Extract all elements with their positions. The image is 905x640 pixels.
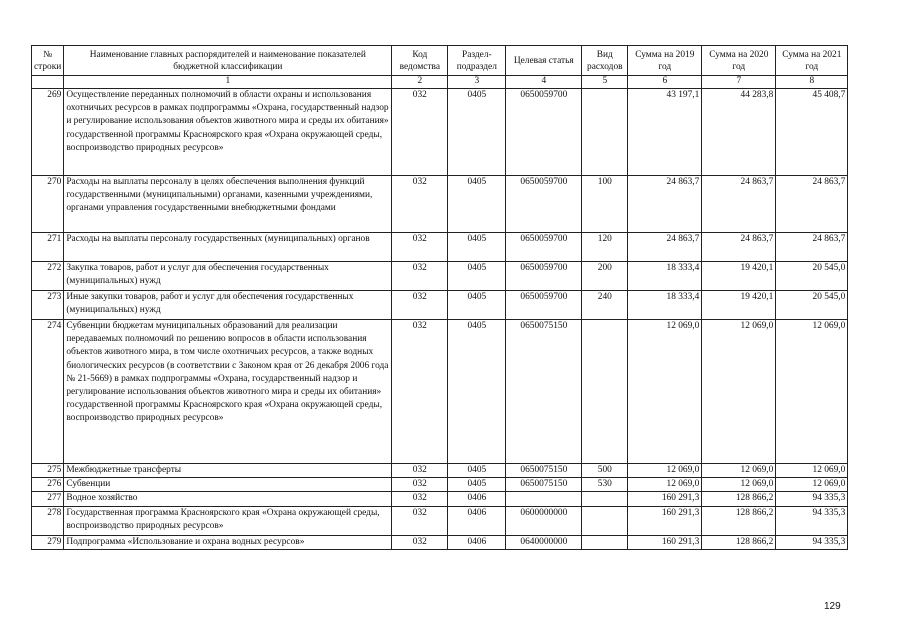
row-kind	[582, 492, 628, 506]
table-row	[32, 89, 848, 176]
header-section: Раздел-подраздел	[448, 46, 506, 76]
row-code: 032	[392, 535, 448, 549]
row-sum-2020: 12 069,0	[702, 320, 776, 464]
row-code: 032	[392, 464, 448, 478]
row-name: Иные закупки товаров, работ и услуг для обеспечения государственных (муниципальных) нужд	[64, 291, 392, 320]
row-name: Осуществление переданных полномочий в области охраны и использования охотничьих ресурсов в рамках подпрограммы «Охрана, государственный надзор и регулирование использования объектов животного мира и среды их обитания» государственной программы Красноярского края «Охрана окружающей среды, воспроизводство природных ресурсов»	[64, 89, 392, 176]
row-name: Государственная программа Красноярского края «Охрана окружающей среды, воспроизводство природных ресурсов»	[64, 506, 392, 535]
row-sum-2021: 45 408,7	[776, 89, 848, 176]
row-code: 032	[392, 492, 448, 506]
row-name: Субвенции бюджетам муниципальных образований для реализации передаваемых полномочий по решению вопросов в области использования объектов животного мира, в том числе охотничьих ресурсов, а также водных биологических ресурсов (в соответствии с Законом края от 26 декабря 2006 года № 21-5669) в рамках подпрограммы «Охрана, государственный надзор и регулирование использования объектов животного мира и среды их обитания» государственной программы Красноярского края «Охрана окружающей среды, воспроизводство природных ресурсов»	[64, 320, 392, 464]
row-number: 275	[32, 464, 64, 478]
row-sum-2019: 12 069,0	[628, 478, 702, 492]
row-number: 273	[32, 291, 64, 320]
row-name: Расходы на выплаты персоналу в целях обеспечения выполнения функций государственными (муниципальными) органами, казенными учреждениями, органами управления государственными внебюджетными фондами	[64, 176, 392, 233]
row-name: Закупка товаров, работ и услуг для обеспечения государственных (муниципальных) нужд	[64, 262, 392, 291]
row-sum-2020: 12 069,0	[702, 464, 776, 478]
row-sum-2021: 24 863,7	[776, 233, 848, 262]
row-section: 0405	[448, 176, 506, 233]
row-sum-2019: 160 291,3	[628, 506, 702, 535]
row-number: 278	[32, 506, 64, 535]
row-article: 0650075150	[506, 320, 582, 464]
row-name: Водное хозяйство	[64, 492, 392, 506]
table-row	[32, 176, 848, 233]
row-code: 032	[392, 233, 448, 262]
row-number: 272	[32, 262, 64, 291]
row-kind: 200	[582, 262, 628, 291]
row-kind	[582, 320, 628, 464]
header-article: Целевая статья	[506, 46, 582, 76]
row-number: 269	[32, 89, 64, 176]
row-sum-2020: 19 420,1	[702, 291, 776, 320]
row-sum-2019: 24 863,7	[628, 176, 702, 233]
column-number: 5	[582, 76, 628, 89]
table-row	[32, 506, 848, 535]
row-number: 279	[32, 535, 64, 549]
row-number: 276	[32, 478, 64, 492]
row-section: 0406	[448, 535, 506, 549]
row-sum-2020: 24 863,7	[702, 233, 776, 262]
header-sum-2021: Сумма на 2021 год	[776, 46, 848, 76]
row-article: 0600000000	[506, 506, 582, 535]
row-kind: 530	[582, 478, 628, 492]
row-article: 0640000000	[506, 535, 582, 549]
row-sum-2021: 20 545,0	[776, 262, 848, 291]
column-number: 1	[64, 76, 392, 89]
header-kind: Вид расходов	[582, 46, 628, 76]
table-row	[32, 262, 848, 291]
column-number: 8	[776, 76, 848, 89]
row-code: 032	[392, 506, 448, 535]
row-kind	[582, 535, 628, 549]
row-sum-2019: 18 333,4	[628, 262, 702, 291]
header-row	[32, 46, 848, 76]
header-sum-2020: Сумма на 2020 год	[702, 46, 776, 76]
page-number: 129	[824, 601, 841, 612]
row-section: 0405	[448, 464, 506, 478]
row-sum-2020: 128 866,2	[702, 535, 776, 549]
row-number: 271	[32, 233, 64, 262]
row-name: Межбюджетные трансферты	[64, 464, 392, 478]
row-kind: 120	[582, 233, 628, 262]
table-row	[32, 535, 848, 549]
row-number: 277	[32, 492, 64, 506]
row-code: 032	[392, 176, 448, 233]
row-kind: 240	[582, 291, 628, 320]
row-sum-2020: 12 069,0	[702, 478, 776, 492]
row-name: Расходы на выплаты персоналу государственных (муниципальных) органов	[64, 233, 392, 262]
row-section: 0405	[448, 233, 506, 262]
row-sum-2019: 160 291,3	[628, 492, 702, 506]
row-sum-2019: 43 197,1	[628, 89, 702, 176]
column-number: 2	[392, 76, 448, 89]
column-number: 4	[506, 76, 582, 89]
column-number: 6	[628, 76, 702, 89]
row-sum-2021: 24 863,7	[776, 176, 848, 233]
header-num: № строки	[32, 46, 64, 76]
row-name: Субвенции	[64, 478, 392, 492]
row-code: 032	[392, 89, 448, 176]
table-row	[32, 464, 848, 478]
row-sum-2020: 128 866,2	[702, 492, 776, 506]
column-number	[32, 76, 64, 89]
column-number: 3	[448, 76, 506, 89]
row-kind: 500	[582, 464, 628, 478]
table-row	[32, 478, 848, 492]
row-section: 0406	[448, 492, 506, 506]
row-article: 0650059700	[506, 176, 582, 233]
header-sum-2019: Сумма на 2019 год	[628, 46, 702, 76]
row-sum-2020: 24 863,7	[702, 176, 776, 233]
row-article	[506, 492, 582, 506]
row-kind: 100	[582, 176, 628, 233]
row-section: 0405	[448, 320, 506, 464]
row-sum-2021: 20 545,0	[776, 291, 848, 320]
row-sum-2021: 94 335,3	[776, 506, 848, 535]
row-code: 032	[392, 291, 448, 320]
row-kind	[582, 506, 628, 535]
row-name: Подпрограмма «Использование и охрана водных ресурсов»	[64, 535, 392, 549]
budget-table	[31, 45, 848, 550]
row-section: 0405	[448, 291, 506, 320]
row-sum-2019: 12 069,0	[628, 464, 702, 478]
row-code: 032	[392, 262, 448, 291]
row-sum-2020: 44 283,8	[702, 89, 776, 176]
header-code: Код ведомства	[392, 46, 448, 76]
row-kind	[582, 89, 628, 176]
row-sum-2019: 12 069,0	[628, 320, 702, 464]
row-sum-2021: 12 069,0	[776, 464, 848, 478]
row-code: 032	[392, 478, 448, 492]
row-sum-2021: 12 069,0	[776, 478, 848, 492]
row-sum-2020: 128 866,2	[702, 506, 776, 535]
row-sum-2019: 18 333,4	[628, 291, 702, 320]
row-article: 0650059700	[506, 89, 582, 176]
row-article: 0650059700	[506, 291, 582, 320]
row-sum-2021: 94 335,3	[776, 535, 848, 549]
row-article: 0650059700	[506, 262, 582, 291]
row-number: 270	[32, 176, 64, 233]
row-number: 274	[32, 320, 64, 464]
header-name: Наименование главных распорядителей и наименование показателей бюджетной классификации	[64, 46, 392, 76]
row-section: 0405	[448, 478, 506, 492]
table-row	[32, 291, 848, 320]
row-article: 0650059700	[506, 233, 582, 262]
row-sum-2021: 12 069,0	[776, 320, 848, 464]
row-code: 032	[392, 320, 448, 464]
row-section: 0406	[448, 506, 506, 535]
row-article: 0650075150	[506, 478, 582, 492]
row-section: 0405	[448, 262, 506, 291]
column-number-row	[32, 76, 848, 89]
row-sum-2020: 19 420,1	[702, 262, 776, 291]
table-row	[32, 492, 848, 506]
row-sum-2021: 94 335,3	[776, 492, 848, 506]
table-row	[32, 233, 848, 262]
column-number: 7	[702, 76, 776, 89]
table-row	[32, 320, 848, 464]
row-sum-2019: 24 863,7	[628, 233, 702, 262]
row-section: 0405	[448, 89, 506, 176]
row-article: 0650075150	[506, 464, 582, 478]
row-sum-2019: 160 291,3	[628, 535, 702, 549]
